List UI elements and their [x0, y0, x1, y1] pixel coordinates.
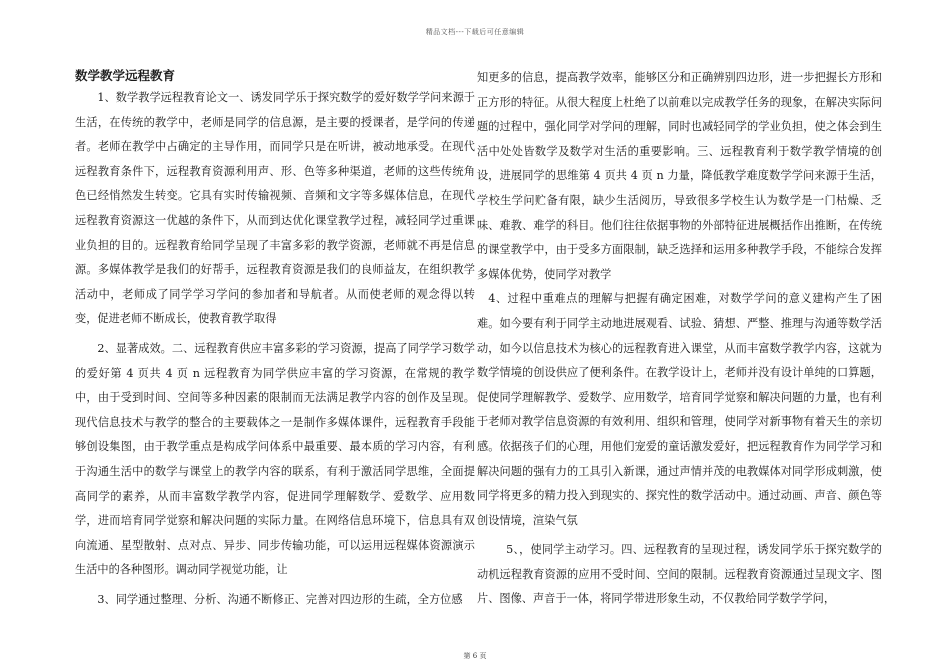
paragraph: 2、显著成效。二、远程教育供应丰富多彩的学习资源，提高了同学学习数学的爱好第 4 页共 4 页 n 远程教育为同学供应丰富的学习资源，在常规的教学中，由于受到时间、空间等多种因素的限制而无法满足教学内容的创作及呈现。现代信息技术与教学的整合的主要载体之一是制作多媒体课件，远程教育手段能够创设集图，由于教学重点是构成学问体系中最重要、最本质的学习内容，有利于沟通生活中的数学与课堂上的教学内容的联系，有利于激活同学思维，全面提高同学的素养，从而丰富数学教学内容，促进同学理解数学、爱数学、应用数学，进而培育同学觉察和解决问题的实际力量。在网络信息环境下，信息具有双向流通、星型散射、点对点、异步、同步传输功能，可以运用远程媒体资源演示生活中的各种图形。调动同学视觉功能，让: [75, 341, 475, 577]
document-title: 数学教学远程教育: [75, 68, 176, 83]
page-number: 第 6 页: [463, 652, 487, 660]
paragraph: 4、过程中重难点的理解与把握有确定困难，对数学学问的意义建构产生了困难。如今要有利于同学主动地进展观看、试验、猜想、严整、推理与沟通等数学活动，如今以信息技术为核心的远程教育进入课堂，从而丰富数学教学内容，这就为数学情境的创设供应了便利条件。在教学设计上，老师并没有设计单纯的口算题，促使同学理解教学、爱数学、应用数学，培育同学觉察和解决问题的力量，也有利于老师对教学信息资源的有效利用、组织和管理，使同学对新事物有着天生的亲切感。依据孩子们的心理，用他们宠爱的童话激发爱好，把远程教育作为同学学习和解决问题的强有力的工具引入新课，通过声情并茂的电教媒体对同学形成刺激，使同学将更多的精力投入到现实的、探究性的数学活动中。通过动画、声音、颜色等创设情境，渲染气氛: [477, 292, 882, 527]
paragraph: 3、同学通过整理、分析、沟通不断修正、完善对四边形的生疏，全方位感: [97, 592, 463, 606]
paragraph: 知更多的信息，提高教学效率，能够区分和正确辨别四边形，进一步把握长方形和正方形的特征。从很大程度上杜绝了以前难以完成教学任务的现象，在解决实际问题的过程中，强化同学对学问的理解，同时也减轻同学的学业负担，使之体会到生活中处处皆数学及数学对生活的重要影响。三、远程教育利于数学教学情境的创设，进展同学的思维第 4 页共 4 页 n 力量，降低教学难度数学学问来源于生活，学校生学问贮备有限，缺少生活阅历，导致很多学校生认为数学是一门枯燥、乏味、难教、难学的科目。他们往往依据事物的外部特征进展概括作出推断，在传统的课堂教学中，由于受多方面限制，缺乏选择和运用多种教学手段，不能综合发挥多媒体优势，使同学对教学: [477, 71, 882, 281]
paragraph: 1、数学教学远程教育论文一、诱发同学乐于探究数学的爱好数学学问来源于生活，在传统的教学中，老师是同学的信息源，是主要的授课者，是学问的传递者。老师在教学中占确定的主导作用，而同学只是在听讲，被动地承受。在现代远程教育条件下，远程教育资源利用声、形、色等多种渠道，老师的这些传统角色已经悄然发生转变。它具有实时传输视频、音频和文字等多媒体信息，在现代远程教育资源这一优越的条件下，从而到达优化课堂教学过程，减轻同学过重课业负担的目的。远程教育给同学呈现了丰富多彩的教学资源，老师就不再是信息源。多媒体教学是我们的好帮手，远程教育资源是我们的良师益友，在组织教学活动中，老师成了同学学习学问的参加者和导航者。从而使老师的观念得以转变，促进老师不断成长，使教育教学取得: [75, 91, 475, 326]
left-column: [75, 66, 475, 646]
paragraph: 5、，使同学主动学习。四、远程教育的呈现过程，诱发同学乐于探究数学的动机远程教育资源的应用不受时间、空间的限制。远程教育资源通过呈现文字、图片、图像、声音于一体，将同学带进形象生动，不仅教给同学数学学问，: [477, 543, 882, 606]
page-header: 精品文档---下载后可任意编辑: [425, 28, 525, 36]
right-column: [477, 66, 882, 646]
